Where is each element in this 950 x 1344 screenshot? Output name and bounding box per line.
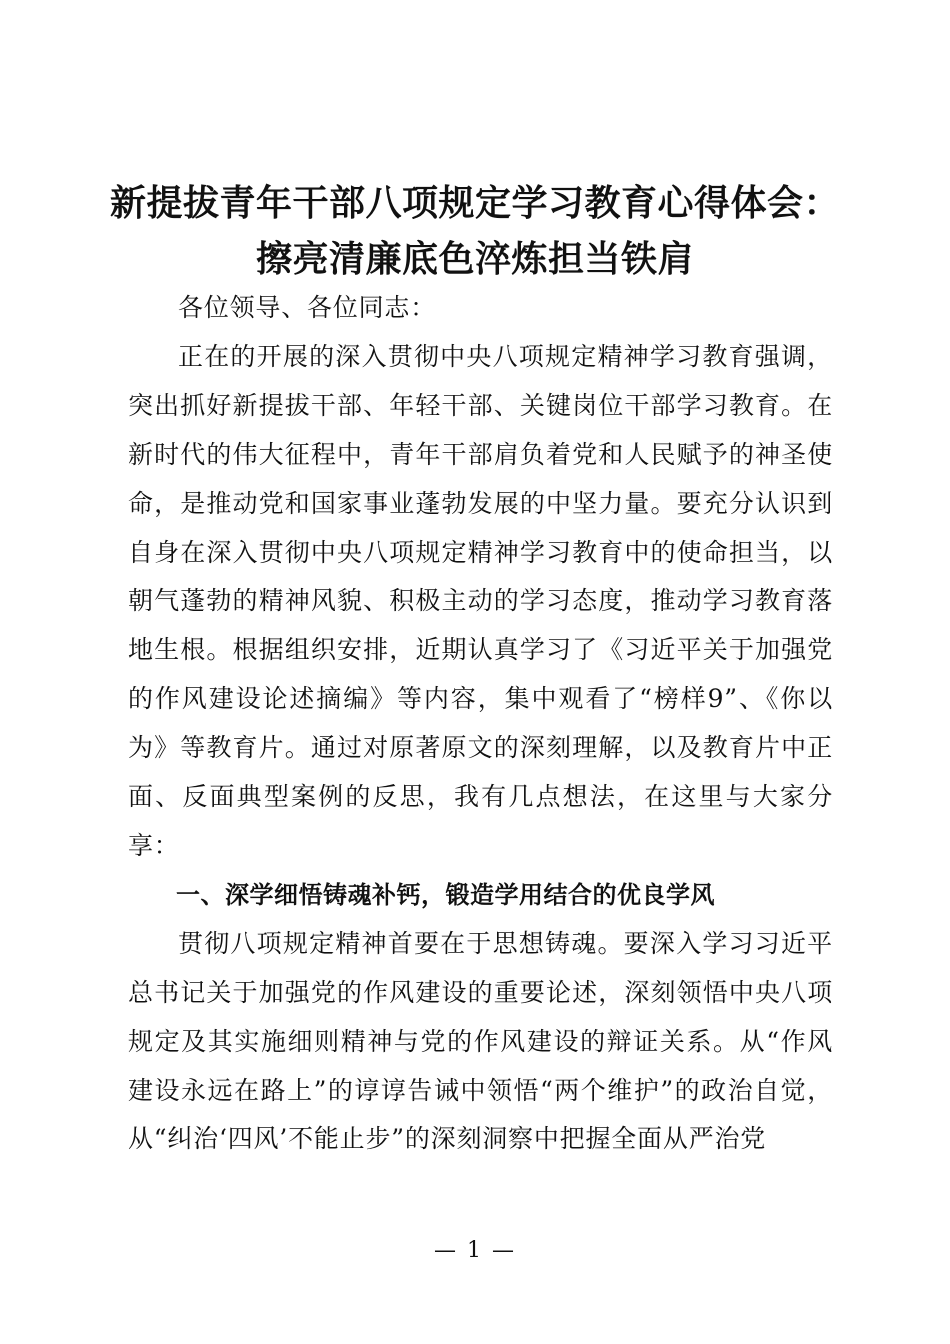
section-1-paragraph: 贯彻八项规定精神首要在于思想铸魂。要深入学习习近平总书记关于加强党的作风建设的重要论述，深刻领悟中央八项规定及其实施细则精神与党的作风建设的辩证关系。从“作风建设永远在路上”的谆谆告诫中领悟“两个维护”的政治自觉，从“纠治‘四风’不能止步”的深刻洞察中把握全面从严治党: [128, 928, 833, 1154]
document-title: [60, 175, 890, 287]
page-number: — 1 —: [434, 1238, 516, 1263]
salutation: 各位领导、各位同志：: [178, 293, 437, 322]
title-line-1: 新提拔青年干部八项规定学习教育心得体会：: [109, 182, 840, 224]
title-line-2: 擦亮清廉底色淬炼担当铁肩: [255, 238, 694, 280]
document-body: [128, 284, 833, 1164]
section-heading-1: 一、深学细悟铸魂补钙，锻造学用结合的优良学风: [176, 880, 715, 909]
intro-paragraph: 正在的开展的深入贯彻中央八项规定精神学习教育强调，突出抓好新提拔干部、年轻干部、关键岗位干部学习教育。在新时代的伟大征程中，青年干部肩负着党和人民赋予的神圣使命，是推动党和国家事业蓬勃发展的中坚力量。要充分认识到自身在深入贯彻中央八项规定精神学习教育中的使命担当，以朝气蓬勃的精神风貌、积极主动的学习态度，推动学习教育落地生根。根据组织安排，近期认真学习了《习近平关于加强党的作风建设论述摘编》等内容，集中观看了“榜样9”、《你以为》等教育片。通过对原著原文的深刻理解，以及教育片中正面、反面典型案例的反思，我有几点想法，在这里与大家分享：: [128, 341, 833, 860]
